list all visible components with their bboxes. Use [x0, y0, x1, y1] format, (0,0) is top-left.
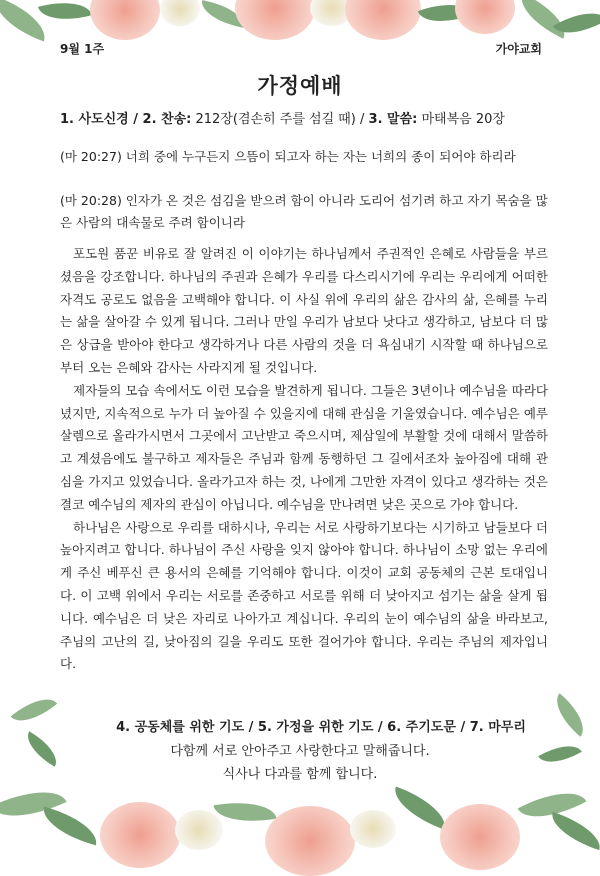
leaf-icon	[38, 807, 102, 846]
white-flower-icon	[160, 0, 200, 26]
page-title: 가정예배	[257, 74, 343, 98]
rose-icon	[90, 0, 160, 40]
floral-border-bottom	[0, 780, 600, 849]
rose-icon	[100, 802, 180, 868]
scripture-reference: 마태복음 20장	[417, 112, 505, 127]
closing-instruction: 다함께 서로 안아주고 사랑한다고 말해줍니다.	[170, 744, 430, 759]
white-flower-icon	[175, 810, 223, 850]
sermon-paragraph: 포도원 품꾼 비유로 잘 알려진 이 이야기는 하나님께서 주권적인 은혜로 사람들을 부르셨음을 강조합니다. 하나님의 주권과 은혜가 우리를 다스리시기에 우리는 우리에게 어떠한 자격도 공로도 없음을 고백해야 합니다. 이 사실 위에 우리의 삶은 감사의 삶, 은혜를 누리는 삶을 살아갈 수 있게 됩니다. 그러나 만일 우리가 남보다 낫다고 생각하고, 남보다 더 많은 상급을 받아야 한다고 생각하거나 다른 사람의 것을 더 욕심내기 시작할 때 하나님으로부터 오는 은혜와 감사는 사라지게 될 것입니다.	[60, 246, 548, 375]
leaf-icon	[553, 1, 600, 45]
scripture-verse: (마 20:27) 너희 중에 누구든지 으뜸이 되고자 하는 자는 너희의 종이 되어야 하리라	[60, 149, 516, 164]
rose-icon	[235, 0, 315, 40]
sermon-paragraph: 하나님은 사랑으로 우리를 대하시나, 우리는 서로 사랑하기보다는 시기하고 남들보다 더 높아지려고 합니다. 하나님이 주신 사랑을 잊지 않아야 합니다. 하나님이 소망 없는 우리에게 주신 베푸신 큰 용서의 은혜를 기억해야 합니다. 이것이 교회 공동체의 근본 토대입니다. 이 고백 위에서 우리는 서로를 존중하고 서로를 위해 더 낮아지고 섬기는 삶을 살게 됩니다. 예수님은 더 낮은 자리로 나아가고 계십니다. 우리의 눈이 예수님의 삶을 바라보고, 주님의 고난의 길, 낮아짐의 길을 우리도 또한 걸어가야 합니다. 우리는 주님의 제자입니다.	[60, 519, 548, 672]
church-name: 가야교회	[495, 42, 542, 56]
rose-icon	[345, 0, 421, 40]
rose-icon	[440, 804, 520, 870]
scripture-verse: (마 20:28) 인자가 온 것은 섬김을 받으려 함이 아니라 도리어 섬기려 하고 자기 목숨을 많은 사람의 대속물로 주려 함이니라	[60, 193, 548, 230]
leaf-icon	[546, 812, 600, 850]
leaf-icon	[213, 795, 276, 829]
closing-instruction: 식사나 다과를 함께 합니다.	[222, 767, 378, 782]
order-part3-label: 3. 말씀:	[368, 112, 418, 127]
worship-order-line	[60, 108, 560, 127]
rose-icon	[455, 0, 515, 34]
leaf-icon	[38, 0, 92, 28]
white-flower-icon	[350, 810, 396, 848]
sermon-paragraph: 제자들의 모습 속에서도 이런 모습을 발견하게 됩니다. 그들은 3년이나 예수님을 따라다녔지만, 지속적으로 누가 더 높아질 수 있을지에 대해 관심을 기울였습니다. 예수님은 예루살렘으로 올라가시면서 그곳에서 고난받고 죽으시며, 제삼일에 부활할 것에 대해서 말씀하고 계셨음에도 불구하고 제자들은 주님과 함께 동행하던 그 길에서조차 높아짐에 대해 관심을 가지고 있었습니다. 올라가고자 하는 것, 나에게 그만한 자격이 있다고 생각하는 것은 결코 예수님의 제자의 관심이 아닙니다. 예수님을 만나려면 낮은 곳으로 가야 합니다.	[60, 382, 548, 512]
hymn-text: 212장(겸손히 주를 섬길 때) /	[191, 112, 369, 127]
closing-order-line: 4. 공동체를 위한 기도 / 5. 가정을 위한 기도 / 6. 주기도문 / 7. 마무리	[116, 720, 526, 735]
order-part1-label: 1. 사도신경 / 2. 찬송:	[60, 112, 192, 127]
sermon-body	[60, 243, 548, 676]
rose-icon	[265, 806, 355, 876]
week-label: 9월 1주	[60, 42, 105, 56]
floral-border-top	[0, 0, 600, 70]
